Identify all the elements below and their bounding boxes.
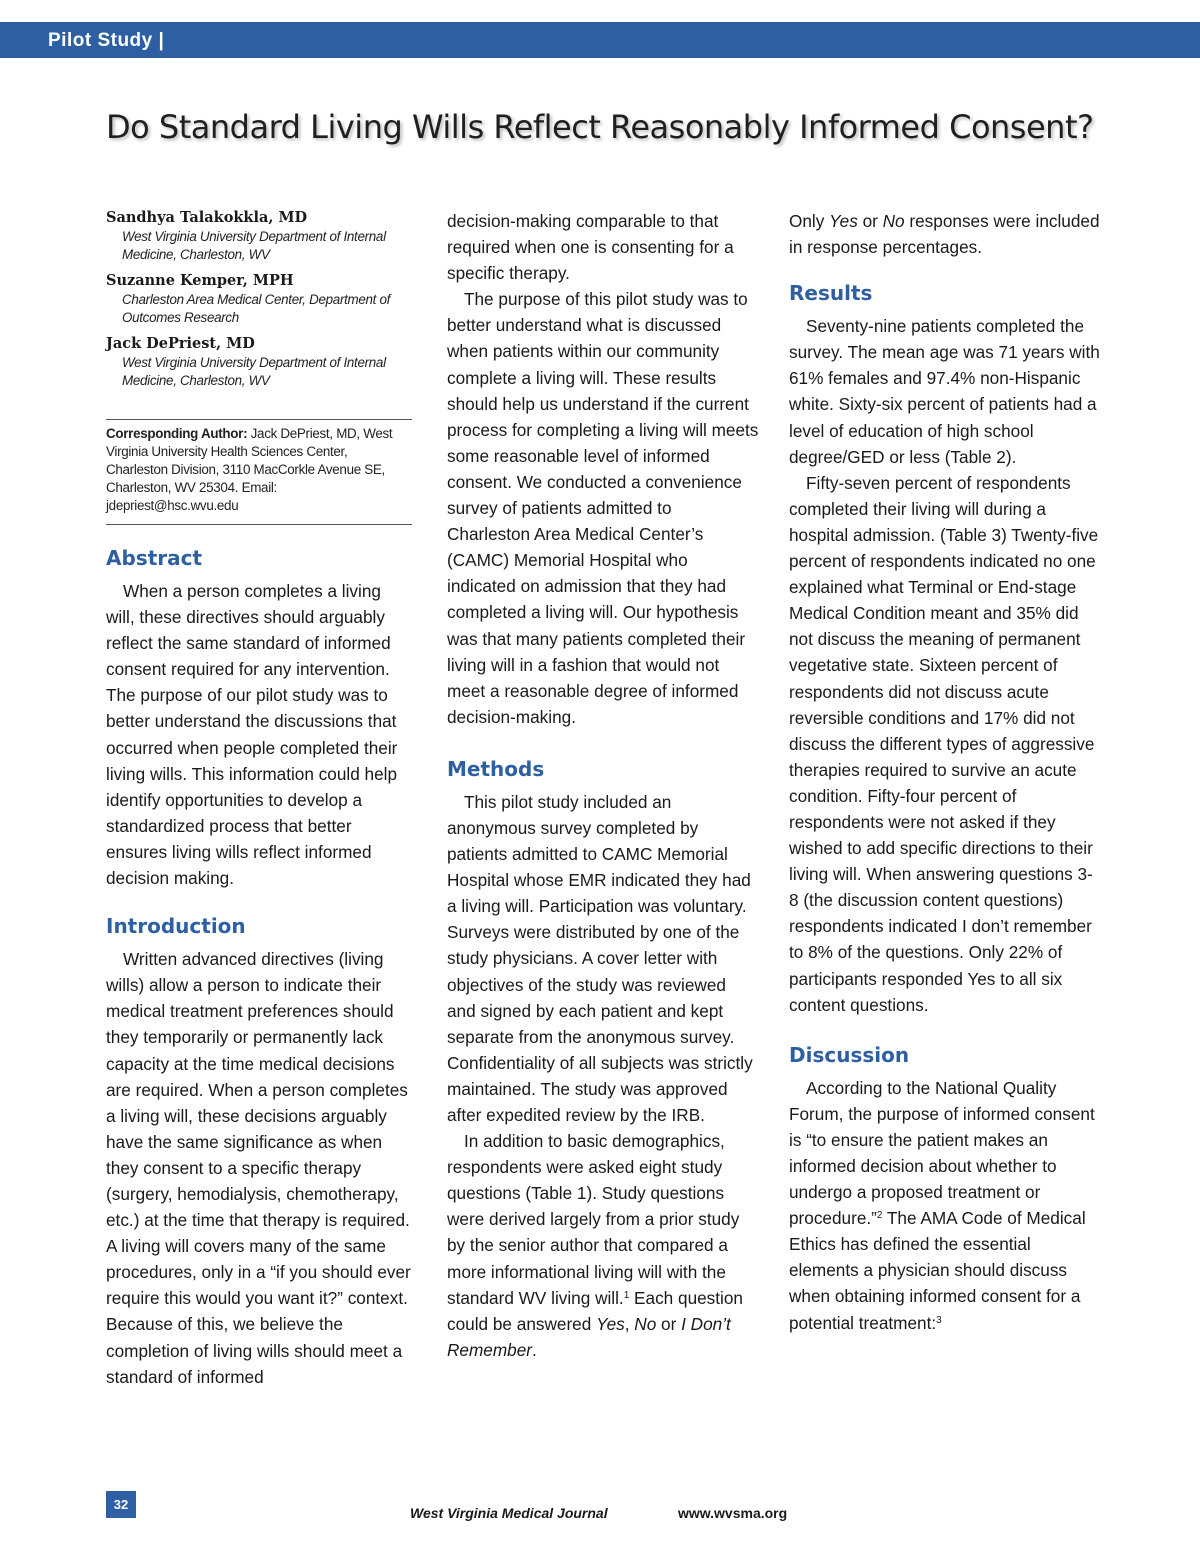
methods-text: responses were included in response percentages. [789, 211, 1100, 258]
reference-marker: 1 [623, 1289, 630, 1301]
introduction-paragraph: Written advanced directives (living wills) allow a person to indicate their medical treatment preferences should they temporarily or permanently lack capacity at the time medical decisions are required. When a person completes a living will, these decisions arguably have the same significance as when they consent to a specific therapy (surgery, hemodialysis, chemotherapy, etc.) at the time that therapy is required. A living will covers many of the same procedures, only in a “if you should ever require this would you want it?” context. Because of this, we believe the completion of living wills should meet a standard of informed [106, 949, 411, 1387]
introduction-paragraph: The purpose of this pilot study was to better understand what is discussed when patients within our community complete a living will. These results should help us understand if the current process for completing a living will meets some reasonable level of informed consent. We conducted a convenience survey of patients admitted to Charleston Area Medical Center’s (CAMC) Memorial Hospital who indicated on admission that they had completed a living will. Our hypothesis was that many patients completed their living will in a fashion that would not meet a reasonable degree of informed decision-making. [447, 289, 759, 727]
divider [106, 524, 412, 525]
methods-paragraph: This pilot study included an anonymous survey completed by patients admitted to CAMC Memorial Hospital whose EMR indicated they had a living will. Participation was voluntary. Surveys were distributed by one of the study physicians. A cover letter with objectives of the study was reviewed and signed by each patient and kept separate from the anonymous survey. Confidentiality of all subjects was strictly maintained. The study was approved after expedited review by the IRB. [447, 791, 753, 1125]
discussion-heading: Discussion [789, 1042, 910, 1067]
results-paragraph: Fifty-seven percent of respondents completed their living will during a hospital admission. (Table 3) Twenty-five percent of respondents indicated no one explained what Terminal or End-stage Medical Condition meant and 35% did not discuss the meaning of permanent vegetative state. Sixteen percent of respondents did not discuss acute reversible conditions and 17% did not discuss the different types of aggressive therapies required to survive an acute condition. Fifty-four percent of respondents were not asked if they wished to add specific directions to their living will. When answering questions 3-8 (the discussion content questions) respondents indicated I don’t remember to 8% of the questions. Only 22% of participants responded Yes to all six content questions. [789, 472, 1099, 1015]
discussion-paragraph [789, 1075, 1101, 1336]
results-paragraph: Seventy-nine patients completed the survey. The mean age was 71 years with 61% females and 97.4% non-Hispanic white. Sixty-six percent of patients had a level of education of high school degree/GED or less (Table 2). [789, 316, 1100, 467]
answer-option: Yes [596, 1313, 625, 1334]
page-number: 32 [106, 1491, 136, 1518]
author-affiliation: West Virginia University Department of Internal Medicine, Charleston, WV [122, 229, 386, 262]
methods-paragraph-continued [789, 208, 1101, 260]
corresponding-author-text: Jack DePriest, MD, West Virginia University Health Sciences Center, Charleston Division, 3110 MacCorkle Avenue SE, Charleston, WV 25304. Email: jdepriest@hsc.wvu.edu [106, 426, 393, 513]
author-name: Sandhya Talakokkla, MD [106, 209, 308, 226]
methods-paragraph [447, 1128, 759, 1363]
author-affiliation: West Virginia University Department of Internal Medicine, Charleston, WV [122, 355, 386, 388]
separator: , [624, 1313, 635, 1334]
journal-website[interactable]: www.wvsma.org [678, 1505, 788, 1521]
section-header-bar [0, 22, 1200, 58]
separator: or [656, 1313, 682, 1334]
answer-option: No [634, 1313, 657, 1334]
author-block [106, 208, 412, 389]
methods-text: In addition to basic demographics, respondents were asked eight study questions (Table 1). Study questions were derived largely from a prior study by the senior author that compared a more informational living will with the standard WV living will. [447, 1131, 740, 1308]
author-name: Suzanne Kemper, MPH [106, 272, 294, 289]
answer-option: No [882, 211, 905, 231]
discussion-text: The AMA Code of Medical Ethics has defined the essential elements a physician should discuss when obtaining informed consent for a potential treatment: [789, 1208, 1086, 1333]
article-title: Do Standard Living Wills Reflect Reasonably Informed Consent? [106, 108, 1094, 146]
abstract-heading: Abstract [106, 546, 203, 570]
journal-name: West Virginia Medical Journal [410, 1505, 608, 1521]
answer-option: I Don’t Remember [447, 1313, 731, 1360]
methods-text: Only [789, 211, 830, 231]
introduction-heading: Introduction [106, 914, 246, 939]
abstract-text: When a person completes a living will, these directives should arguably reflect the same standard of informed consent required for any intervention. The purpose of our pilot study was to better understand the discussions that occurred when people completed their living wills. This information could help identify opportunities to develop a standardized process that better ensures living wills reflect informed decision making. [106, 581, 398, 889]
section-label: Pilot Study | [48, 30, 165, 51]
author-affiliation: Charleston Area Medical Center, Department of Outcomes Research [122, 292, 391, 325]
methods-text: Each question could be answered [447, 1287, 743, 1334]
corresponding-author [106, 425, 412, 515]
methods-heading: Methods [447, 756, 545, 781]
column-middle [447, 208, 759, 1363]
reference-marker: 3 [936, 1314, 942, 1326]
column-right [789, 208, 1101, 1336]
answer-option: Yes [829, 211, 858, 231]
separator: . [532, 1339, 537, 1360]
introduction-paragraph-continued: decision-making comparable to that required when one is consenting for a specific therapy. [447, 211, 734, 284]
divider [106, 419, 412, 420]
separator: or [857, 211, 883, 231]
column-left [106, 208, 412, 1390]
author-name: Jack DePriest, MD [106, 335, 255, 352]
results-heading: Results [789, 281, 873, 306]
discussion-text: According to the National Quality Forum, the purpose of informed consent is “to ensure the patient makes an informed decision about whether to undergo a proposed treatment or procedure.” [789, 1077, 1095, 1229]
corresponding-author-label: Corresponding Author: [106, 426, 248, 441]
reference-marker: 2 [876, 1210, 883, 1222]
